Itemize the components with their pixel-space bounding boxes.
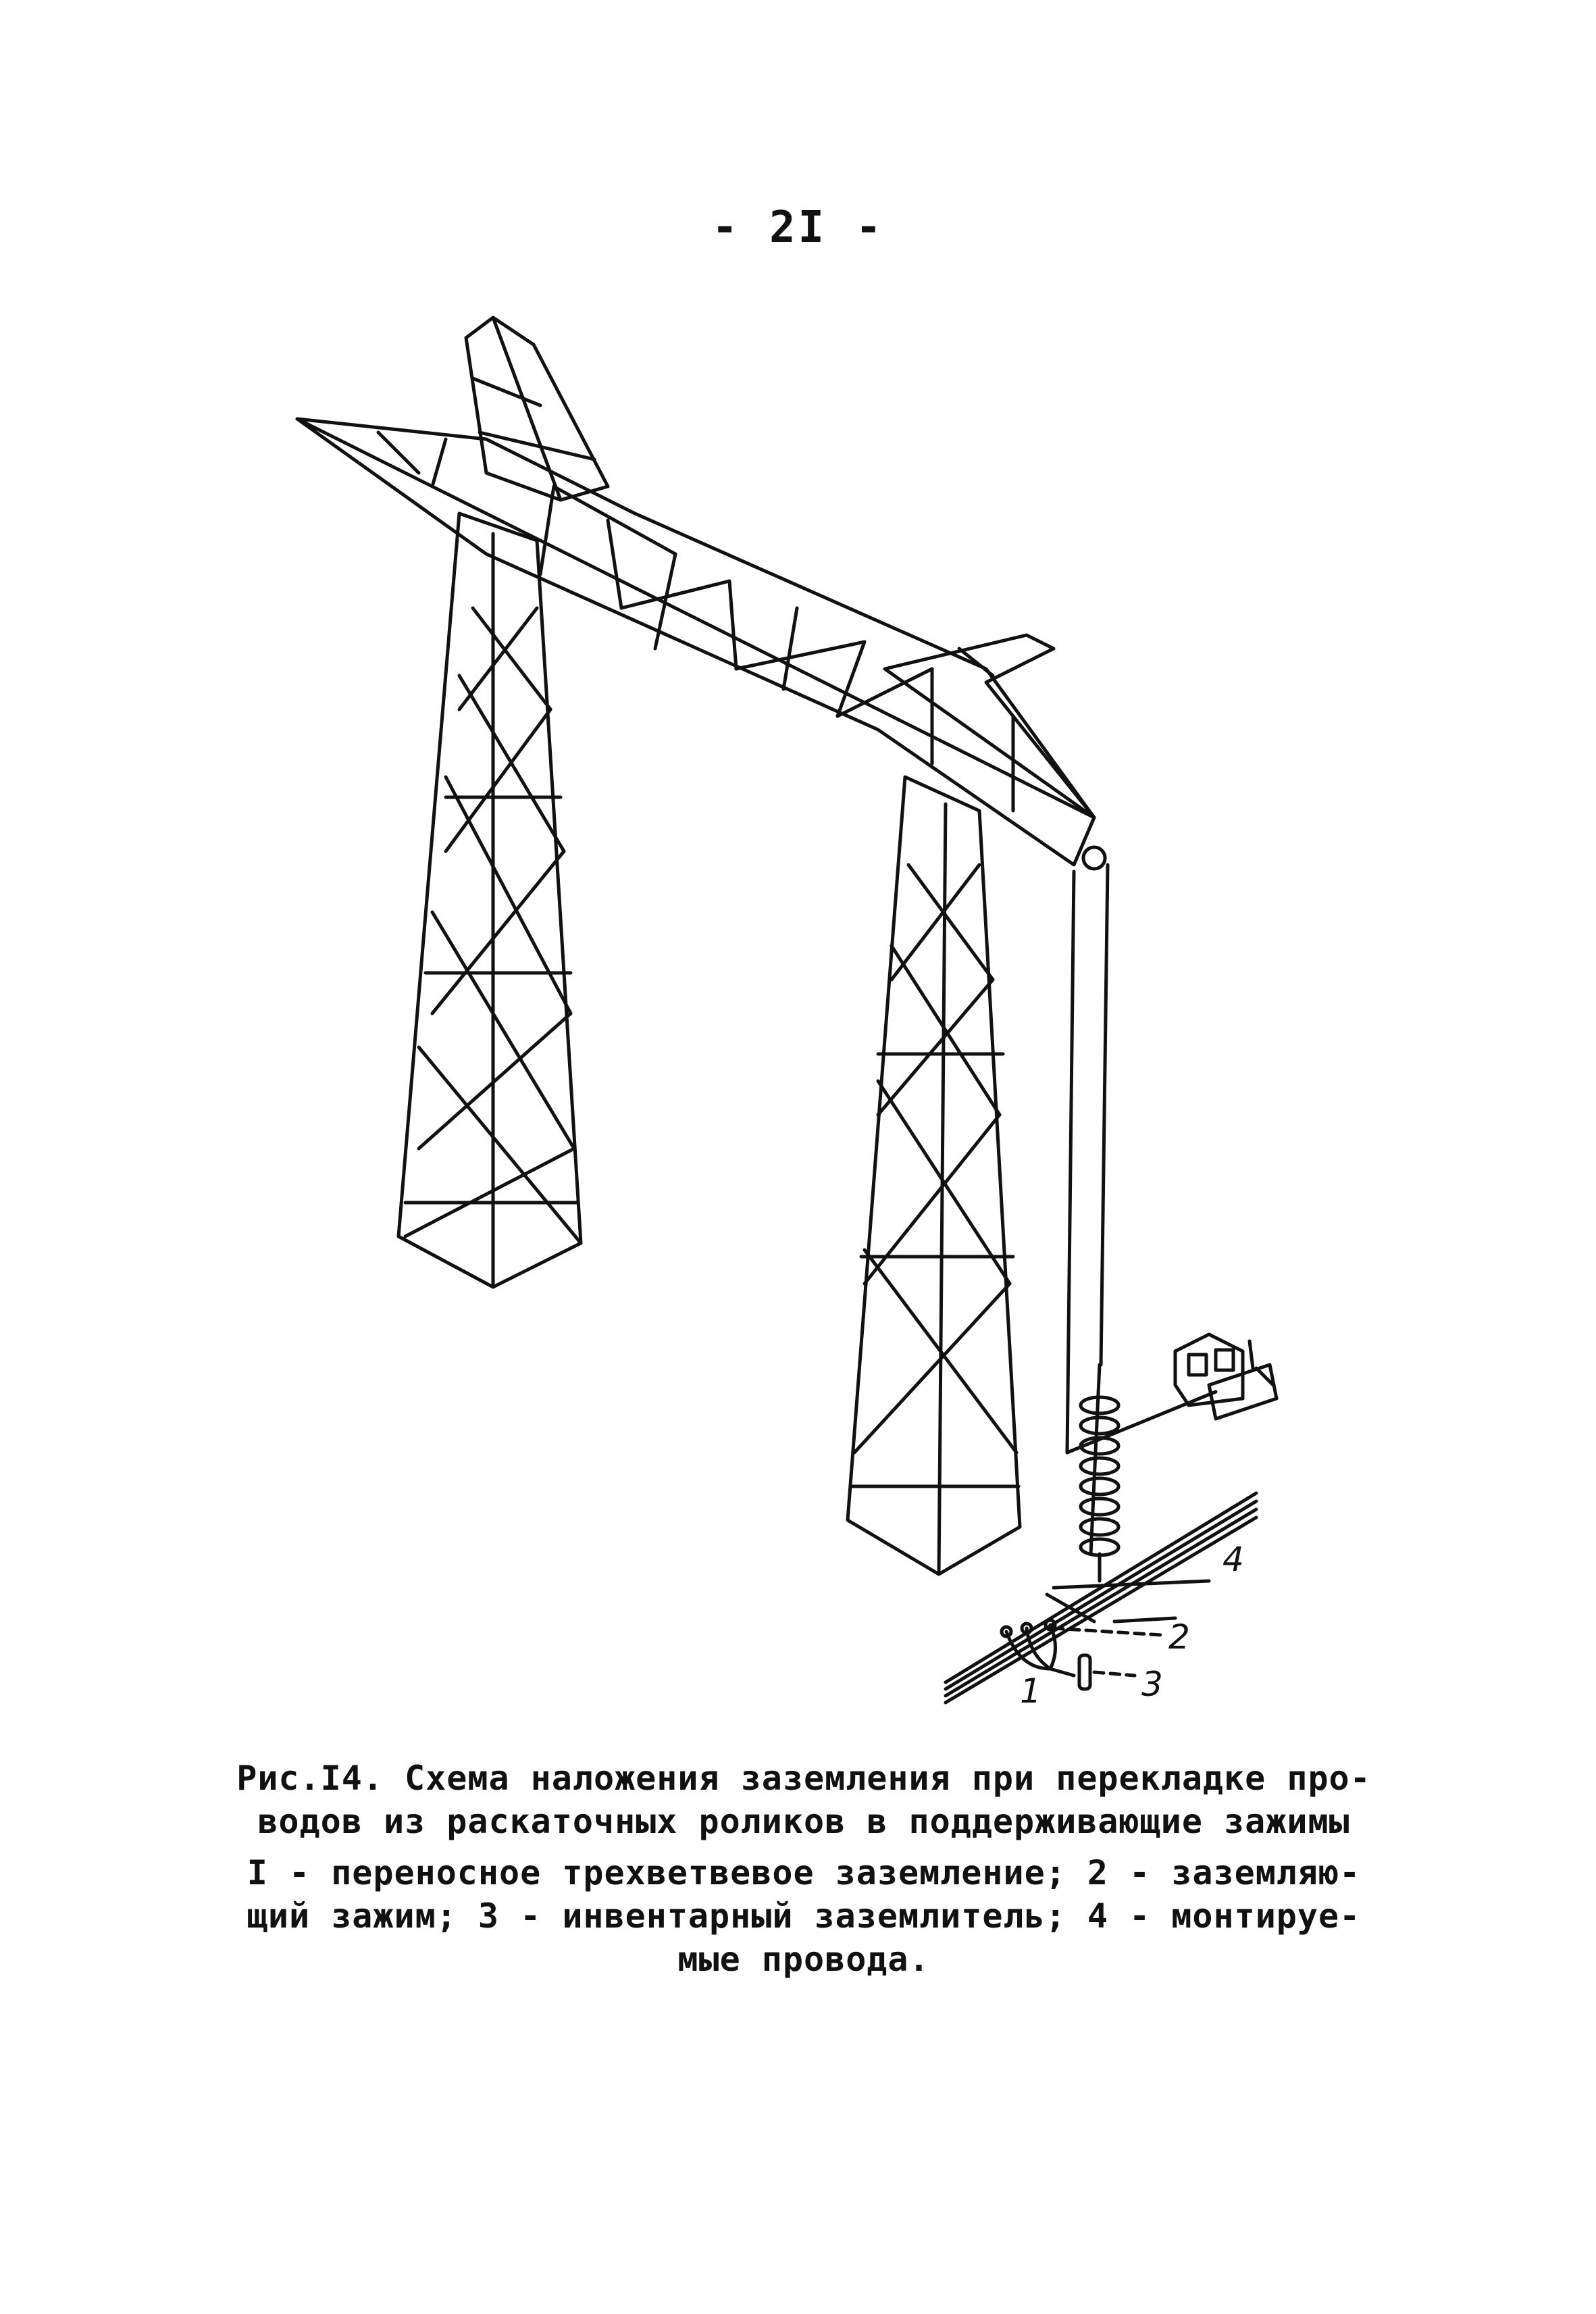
legend-line: I - переносное трехветвевое заземление; 2 - заземляю- <box>247 1853 1361 1892</box>
page-number: - 2I - <box>711 203 885 253</box>
callout-3: 3 <box>1141 1665 1163 1704</box>
cross-beam <box>297 419 1094 865</box>
tractor <box>1175 1334 1277 1419</box>
callout-4: 4 <box>1222 1540 1244 1579</box>
insulator-string <box>1081 1397 1118 1581</box>
left-tower-leg <box>398 513 581 1287</box>
legend-line: щий зажим; 3 - инвентарный заземлитель; 4 - монтируе- <box>247 1896 1361 1936</box>
caption-line: водов из раскаточных роликов в поддерживающие зажимы <box>257 1802 1350 1841</box>
callout-2: 2 <box>1168 1617 1190 1657</box>
legend-line: мые провода. <box>677 1940 930 1979</box>
figure-caption <box>203 1757 1405 1843</box>
right-arm <box>885 635 1094 818</box>
caption-line: Рис.I4. Схема наложения заземления при перекладке про- <box>236 1759 1371 1798</box>
pulley-and-rope <box>1067 847 1216 1554</box>
callout-1: 1 <box>1020 1671 1041 1711</box>
tower-peak <box>466 318 608 500</box>
right-tower-leg <box>848 777 1020 1574</box>
figure-legend <box>203 1851 1405 1981</box>
